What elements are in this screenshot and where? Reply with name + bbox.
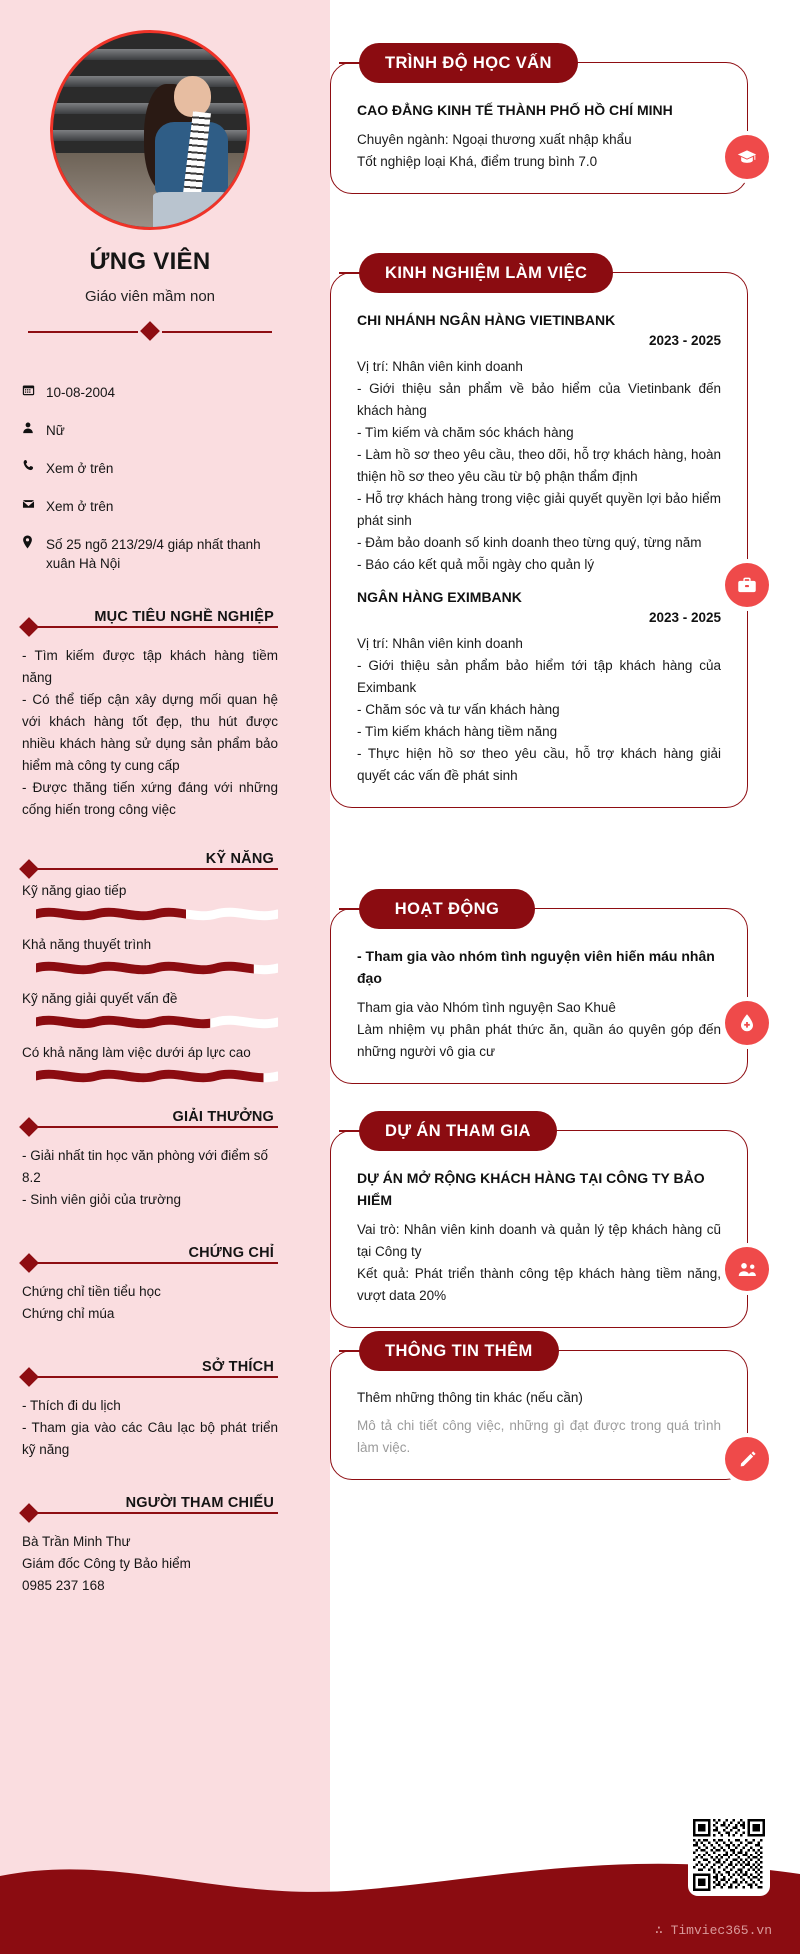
section-title: KỸ NĂNG xyxy=(194,851,278,867)
job-bullet: - Báo cáo kết quả mỗi ngày cho quản lý xyxy=(357,557,595,572)
graduation-cap-icon xyxy=(725,135,769,179)
location-pin-icon xyxy=(22,535,46,554)
diamond-bullet-icon xyxy=(19,617,39,637)
divider xyxy=(32,868,278,870)
divider xyxy=(32,1262,278,1264)
activity-line: Tham gia vào Nhóm tình nguyện Sao Khuê xyxy=(357,1000,616,1015)
diamond-bullet-icon xyxy=(19,859,39,879)
hobby-line: - Tham gia vào các Câu lạc bộ phát triển kỹ năng xyxy=(22,1420,278,1457)
card-body xyxy=(331,273,747,807)
skill-label: Khả năng thuyết trình xyxy=(22,937,152,952)
brand-watermark: ∴ Timviec365.vn xyxy=(654,1923,772,1938)
section-title: CHỨNG CHỈ xyxy=(176,1245,278,1261)
job-bullet: - Thực hiện hồ sơ theo yêu cầu, hỗ trợ khách hàng giải quyết các vấn đề phát sinh xyxy=(357,746,721,783)
job-bullet: - Tìm kiếm khách hàng tiềm năng xyxy=(357,724,558,739)
contact-value: Xem ở trên xyxy=(46,461,114,476)
mail-icon xyxy=(22,497,46,515)
skill-bar xyxy=(36,907,278,921)
job-bullet: - Làm hồ sơ theo yêu cầu, theo dõi, hỗ trợ khách hàng, hoàn thiện hồ sơ theo yêu cầu từ bộ phận thẩm định xyxy=(357,447,721,484)
skill-bar xyxy=(36,961,278,975)
section-body xyxy=(22,1531,278,1597)
section-header xyxy=(22,605,278,633)
photo-background xyxy=(53,33,247,227)
extra-placeholder: Mô tả chi tiết công việc, những gì đạt được trong quá trình làm việc. xyxy=(357,1418,721,1455)
award-line: - Giải nhất tin học văn phòng với điểm số 8.2 xyxy=(22,1148,268,1185)
contact-value: 10-08-2004 xyxy=(46,385,116,400)
certificate-line: Chứng chỉ múa xyxy=(22,1306,115,1321)
education-school: CAO ĐẲNG KINH TẾ THÀNH PHỐ HỒ CHÍ MINH xyxy=(357,102,673,118)
contact-value: Nữ xyxy=(46,423,65,438)
page-title: ỨNG VIÊN xyxy=(89,248,211,275)
activity-title: - Tham gia vào nhóm tình nguyện viên hiến máu nhân đạo xyxy=(357,948,715,986)
objective-line: - Có thể tiếp cận xây dựng mối quan hệ với khách hàng tốt đẹp, thu hút được nhiều khách hàng sử dụng sản phẩm bảo hiểm mà công ty cung cấp xyxy=(22,692,278,773)
divider xyxy=(32,626,278,628)
job-position: Vị trí: Nhân viên kinh doanh xyxy=(357,636,523,651)
reference-line: 0985 237 168 xyxy=(22,1578,105,1593)
qr-code-icon xyxy=(688,1814,770,1896)
section-certificates xyxy=(22,1241,278,1325)
job-bullet: - Đảm bảo doanh số kinh doanh theo từng quý, từng năm xyxy=(357,535,702,550)
person-icon xyxy=(22,421,46,439)
card-body xyxy=(331,1131,747,1327)
education-major: Chuyên ngành: Ngoại thương xuất nhập khẩu xyxy=(357,132,632,147)
divider xyxy=(32,1126,278,1128)
contact-value: Số 25 ngõ 213/29/4 giáp nhất thanh xuân Hà Nội xyxy=(46,537,261,571)
job-bullet: - Tìm kiếm và chăm sóc khách hàng xyxy=(357,425,574,440)
section-hobbies xyxy=(22,1355,278,1461)
job-period: 2023 - 2025 xyxy=(648,333,721,348)
section-body xyxy=(22,1395,278,1461)
briefcase-icon xyxy=(725,563,769,607)
job-company: CHI NHÁNH NGÂN HÀNG VIETINBANK xyxy=(357,312,616,328)
diamond-bullet-icon xyxy=(19,1503,39,1523)
section-header xyxy=(22,847,278,875)
contact-item-gender xyxy=(22,421,278,440)
job-bullet: - Chăm sóc và tư vấn khách hàng xyxy=(357,702,560,717)
diamond-bullet-icon xyxy=(19,1117,39,1137)
job-bullet: - Giới thiệu sản phẩm bảo hiểm tới tập khách hàng của Eximbank xyxy=(357,658,721,695)
card-experience xyxy=(330,263,748,808)
reference-line: Giám đốc Công ty Bảo hiểm xyxy=(22,1556,191,1571)
skill-label: Kỹ năng giải quyết vấn đề xyxy=(22,991,178,1006)
avatar xyxy=(50,30,250,230)
card-extra-info xyxy=(330,1341,748,1480)
section-title: GIẢI THƯỞNG xyxy=(160,1109,278,1125)
card-activities xyxy=(330,899,748,1084)
project-result: Kết quả: Phát triển thành công tệp khách hàng tiềm năng, vượt data 20% xyxy=(357,1266,721,1303)
reference-line: Bà Trần Minh Thư xyxy=(22,1534,131,1549)
skill-label: Có khả năng làm việc dưới áp lực cao xyxy=(22,1045,251,1060)
section-skills xyxy=(22,847,278,1083)
name-divider xyxy=(22,321,278,343)
section-header xyxy=(22,1491,278,1519)
blood-drop-icon xyxy=(725,1001,769,1045)
objective-line: - Được thăng tiến xứng đáng với những cống hiến trong công việc xyxy=(22,780,278,817)
objective-line: - Tìm kiếm được tập khách hàng tiềm năng xyxy=(22,648,278,685)
activity-line: Làm nhiệm vụ phân phát thức ăn, quần áo quyên góp đến những người vô gia cư xyxy=(357,1022,721,1059)
card-projects xyxy=(330,1121,748,1328)
pill-connector xyxy=(339,908,361,910)
contact-item-address xyxy=(22,535,278,573)
calendar-icon xyxy=(22,383,46,401)
section-title: SỞ THÍCH xyxy=(190,1359,278,1375)
diamond-bullet-icon xyxy=(19,1253,39,1273)
job-bullet: - Giới thiệu sản phẩm về bảo hiểm của Vietinbank đến khách hàng xyxy=(357,381,721,418)
skill-list xyxy=(22,883,278,1083)
education-result: Tốt nghiệp loại Khá, điểm trung bình 7.0 xyxy=(357,154,598,169)
job-bullet: - Hỗ trợ khách hàng trong việc giải quyết quyền lợi bảo hiểm phát sinh xyxy=(357,491,721,528)
contact-item-phone[interactable] xyxy=(22,459,278,478)
section-title: MỤC TIÊU NGHỀ NGHIỆP xyxy=(82,609,278,625)
contact-value: Xem ở trên xyxy=(46,499,114,514)
award-line: - Sinh viên giỏi của trường xyxy=(22,1192,181,1207)
section-title-extra: THÔNG TIN THÊM xyxy=(359,1331,559,1371)
divider xyxy=(32,1512,278,1514)
contact-item-birthdate xyxy=(22,383,278,402)
hobby-line: - Thích đi du lịch xyxy=(22,1398,121,1413)
section-body xyxy=(22,645,278,821)
project-title: DỰ ÁN MỞ RỘNG KHÁCH HÀNG TẠI CÔNG TY BẢO HIỂM xyxy=(357,1170,705,1208)
skill-bar xyxy=(36,1015,278,1029)
section-title-projects: DỰ ÁN THAM GIA xyxy=(359,1111,557,1151)
contact-item-email[interactable] xyxy=(22,497,278,516)
diamond-bullet-icon xyxy=(19,1367,39,1387)
divider xyxy=(32,1376,278,1378)
section-body xyxy=(22,1145,278,1211)
card-education xyxy=(330,53,748,194)
contact-list xyxy=(22,383,278,573)
card-body xyxy=(331,909,747,1083)
pill-connector xyxy=(339,272,361,274)
section-header xyxy=(22,1241,278,1269)
extra-line: Thêm những thông tin khác (nếu cần) xyxy=(357,1390,583,1405)
section-objective xyxy=(22,605,278,821)
project-role: Vai trò: Nhân viên kinh doanh và quản lý tệp khách hàng cũ tại Công ty xyxy=(357,1222,721,1259)
phone-icon xyxy=(22,459,46,477)
section-references xyxy=(22,1491,278,1597)
section-title-education: TRÌNH ĐỘ HỌC VẤN xyxy=(359,43,578,83)
section-title-experience: KINH NGHIỆM LÀM VIỆC xyxy=(359,253,613,293)
section-header xyxy=(22,1105,278,1133)
job-company: NGÂN HÀNG EXIMBANK xyxy=(357,589,522,605)
pencil-icon[interactable] xyxy=(725,1437,769,1481)
pill-connector xyxy=(339,62,361,64)
section-title: NGƯỜI THAM CHIẾU xyxy=(114,1495,278,1511)
pill-connector xyxy=(339,1350,361,1352)
section-header xyxy=(22,1355,278,1383)
job-period: 2023 - 2025 xyxy=(648,610,721,625)
section-body xyxy=(22,1281,278,1325)
certificate-line: Chứng chỉ tiền tiểu học xyxy=(22,1284,161,1299)
pill-connector xyxy=(339,1130,361,1132)
users-group-icon xyxy=(725,1247,769,1291)
skill-label: Kỹ năng giao tiếp xyxy=(22,883,127,898)
section-title-activities: HOẠT ĐỘNG xyxy=(359,889,535,929)
skill-bar xyxy=(36,1069,278,1083)
candidate-role: Giáo viên mầm non xyxy=(84,288,216,305)
section-awards xyxy=(22,1105,278,1211)
job-position: Vị trí: Nhân viên kinh doanh xyxy=(357,359,523,374)
